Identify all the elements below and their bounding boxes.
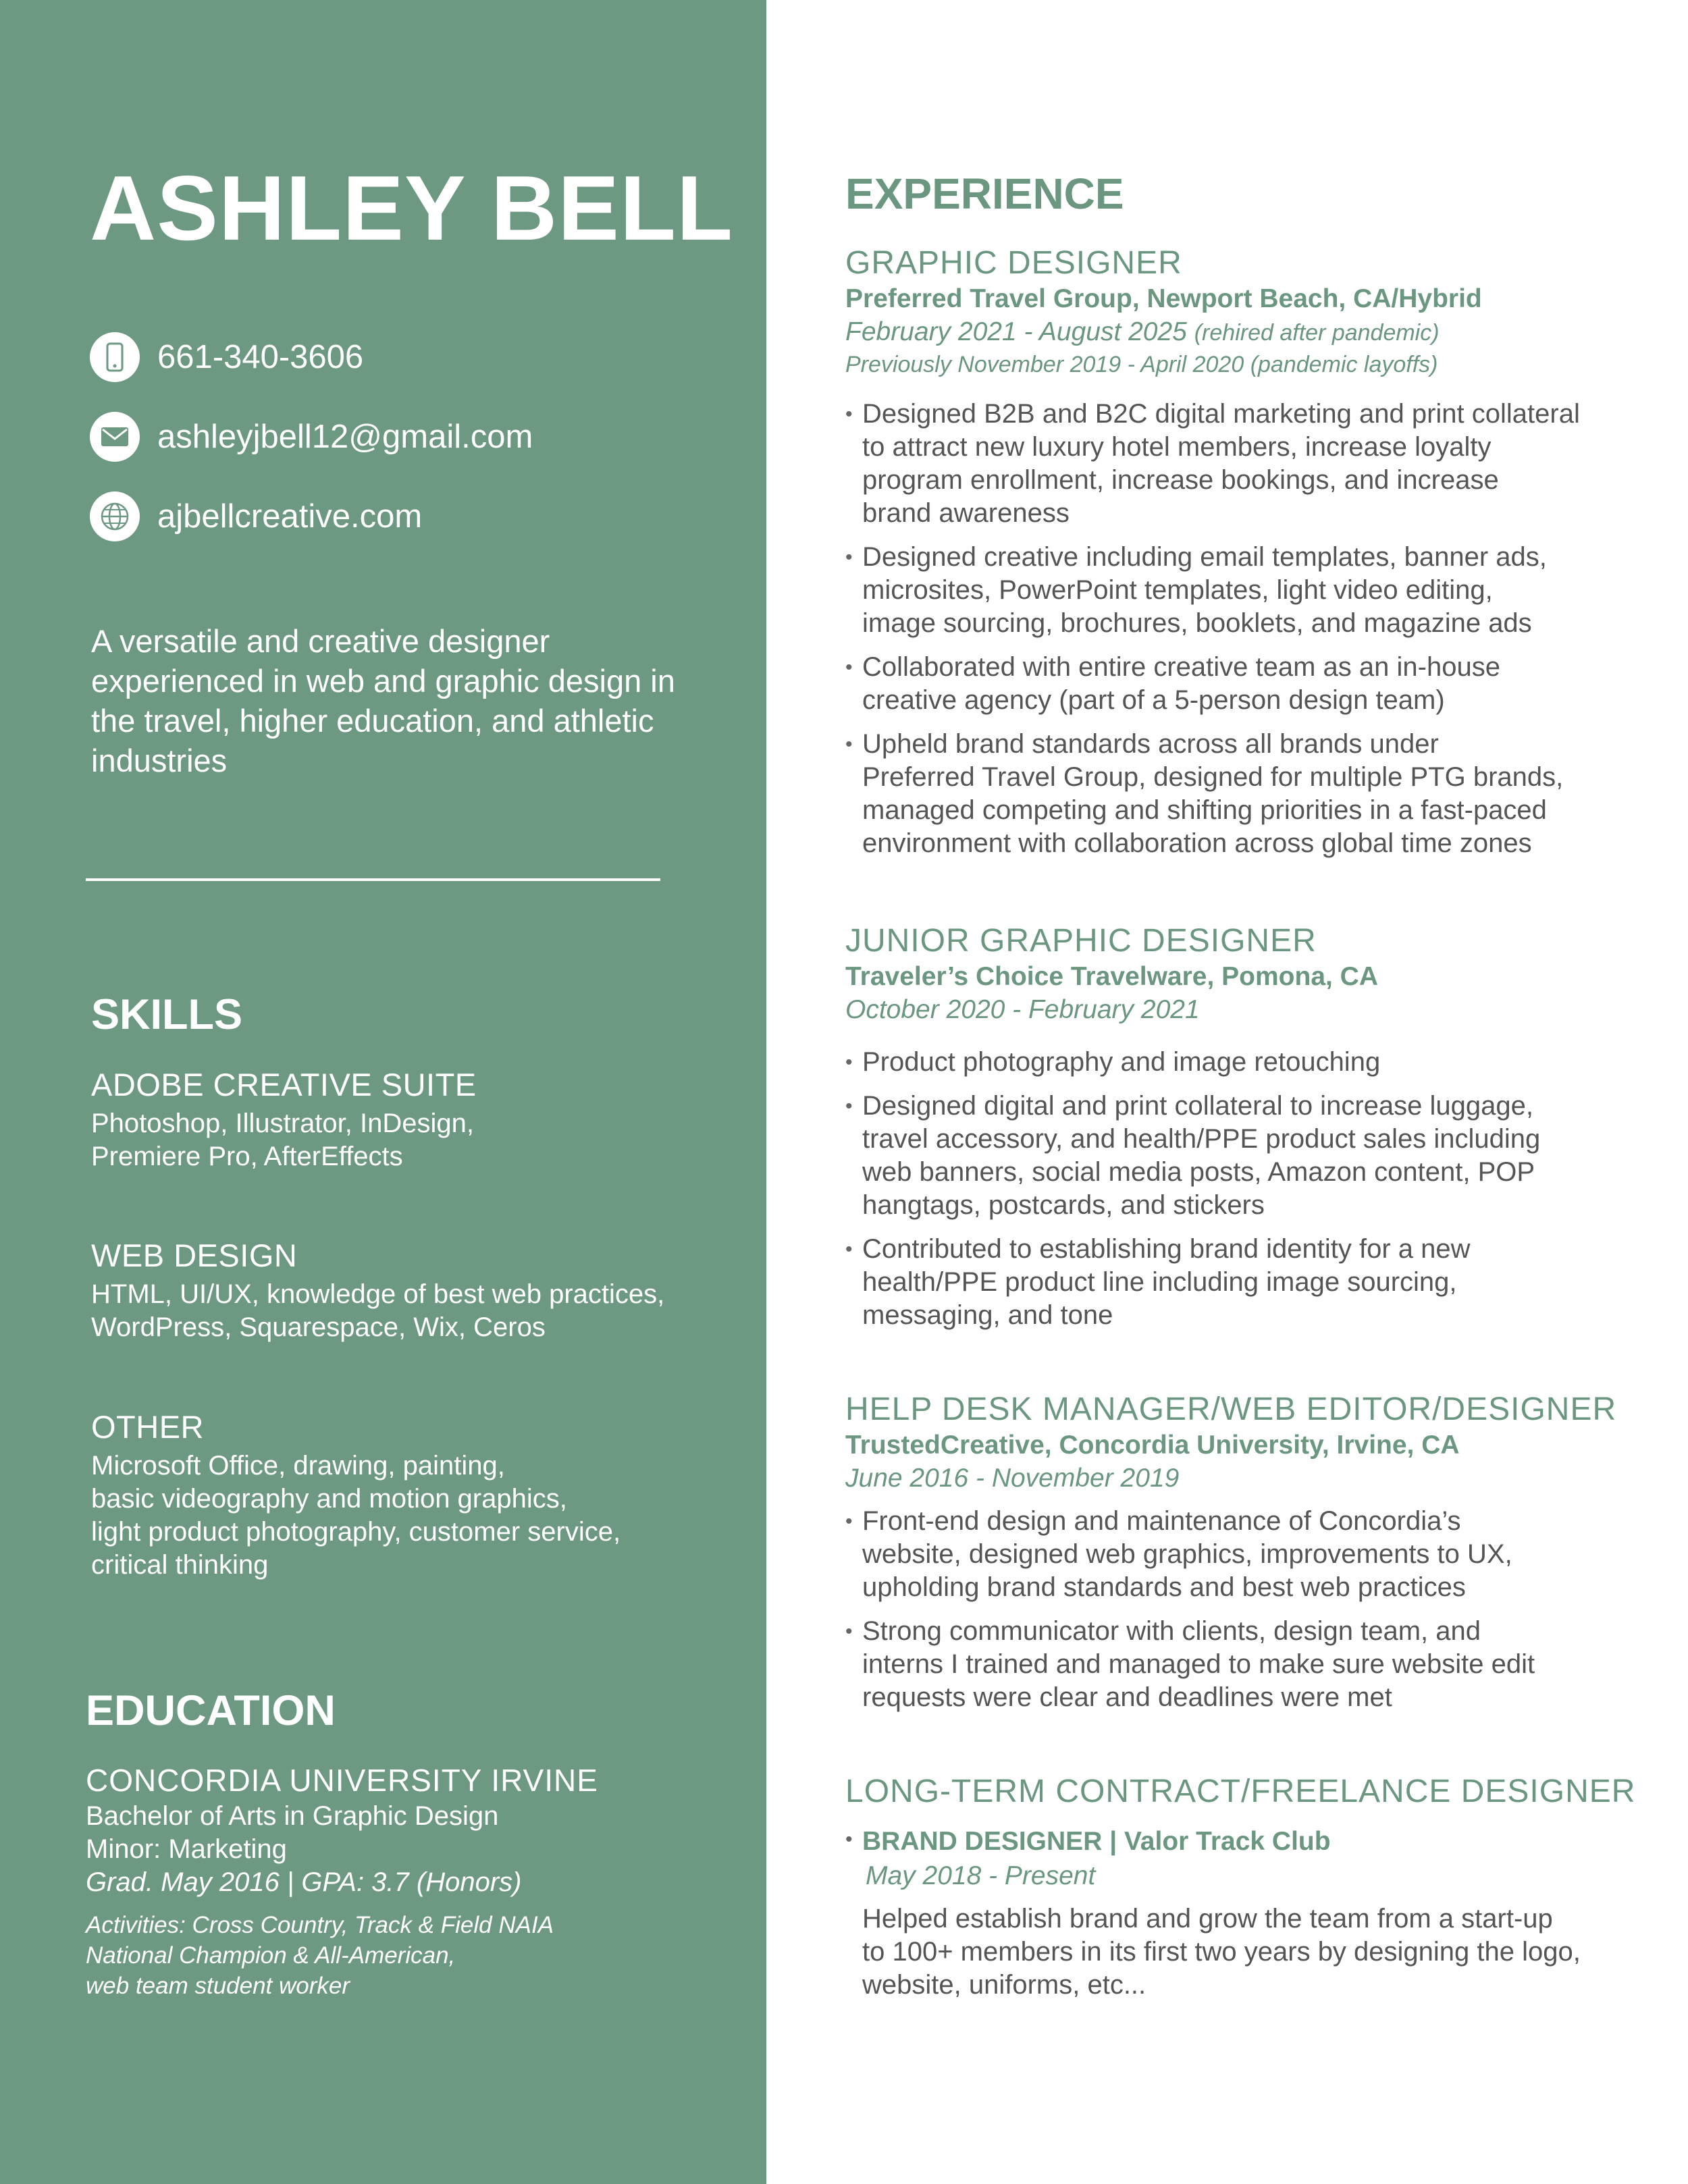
skill-group (91, 1411, 621, 1582)
phone-text: 661-340-3606 (157, 339, 364, 375)
education-activities-line: National Champion & All-American, (86, 1942, 456, 1969)
job-dates: May 2018 - Present (866, 1861, 1096, 1890)
list-item: • Front-end design and maintenance of Concordia’s website, designed web graphics, improvements to UX, upholding brand standards and best web practices (845, 1505, 1676, 1604)
education-degree: Bachelor of Arts in Graphic Design (86, 1801, 499, 1831)
education-school: CONCORDIA UNIVERSITY IRVINE (86, 1763, 598, 1798)
job-dates (845, 319, 1676, 345)
skill-group (91, 1069, 477, 1173)
main-content (766, 0, 1688, 2184)
skill-line: critical thinking (91, 1550, 269, 1580)
list-item: • Product photography and image retouching (845, 1046, 1676, 1079)
job-sub-title (845, 1828, 1683, 1855)
job-previous-dates: Previously November 2019 - April 2020 (pandemic layoffs) (845, 352, 1438, 377)
education-entry (86, 1765, 598, 2001)
list-item: • Contributed to establishing brand identity for a new health/PPE product line including image sourcing, messaging, and tone (845, 1233, 1676, 1332)
skill-line: basic videography and motion graphics, (91, 1484, 567, 1514)
job-entry (845, 247, 1676, 871)
job-entry (845, 1393, 1676, 1725)
website-text: ajbellcreative.com (157, 498, 423, 535)
list-item: • Strong communicator with clients, design team, and interns I trained and managed to make sure website edit requests were clear and deadlines were met (845, 1615, 1676, 1714)
skill-line: WordPress, Squarespace, Wix, Ceros (91, 1312, 546, 1342)
skill-group-title: OTHER (91, 1409, 204, 1445)
job-description: Helped establish brand and grow the team from a start-up to 100+ members in its first two years by designing the logo, website, uniforms, etc... (862, 1904, 1581, 2000)
email-text: ashleyjbell12@gmail.com (157, 419, 533, 455)
job-dates-range: February 2021 - August 2025 (845, 317, 1187, 346)
list-item: • Designed digital and print collateral to increase luggage, travel accessory, and health/PPE product sales including web banners, social media posts, Amazon content, POP hangtags, postcards, and stickers (845, 1090, 1676, 1222)
job-title: JUNIOR GRAPHIC DESIGNER (845, 923, 1317, 959)
skill-group (91, 1237, 665, 1344)
education-activities-line: Activities: Cross Country, Track & Field NAIA (86, 1912, 554, 1938)
sidebar (0, 0, 766, 2184)
skill-line: Premiere Pro, AfterEffects (91, 1142, 403, 1171)
job-bullets (845, 1505, 1676, 1714)
job-dates: October 2020 - February 2021 (845, 995, 1200, 1024)
phone-icon (90, 332, 140, 382)
education-activities-line: web team student worker (86, 1973, 350, 1999)
list-item: • Upheld brand standards across all brands under Preferred Travel Group, designed for multiple PTG brands, managed competing and shifting priorities in a fast-paced environment with collaboration across global time zones (845, 728, 1676, 860)
list-item: • Collaborated with entire creative team as an in-house creative agency (part of a 5-person design team) (845, 651, 1676, 717)
contact-website[interactable] (90, 491, 422, 541)
education-heading: EDUCATION (86, 1687, 336, 1734)
education-grad: Grad. May 2016 | GPA: 3.7 (Honors) (86, 1867, 522, 1897)
mail-icon (90, 412, 140, 462)
globe-icon (90, 491, 140, 541)
list-item: • Designed B2B and B2C digital marketing and print collateral to attract new luxury hotel members, increase loyalty program enrollment, increase bookings, and increase brand awareness (845, 398, 1676, 530)
job-company: Preferred Travel Group, Newport Beach, CA/Hybrid (845, 284, 1482, 313)
job-title: GRAPHIC DESIGNER (845, 245, 1182, 281)
job-company: TrustedCreative, Concordia University, Irvine, CA (845, 1431, 1460, 1460)
job-dates-note: (rehired after pandemic) (1194, 320, 1440, 346)
skills-heading: SKILLS (91, 991, 243, 1038)
skill-line: Microsoft Office, drawing, painting, (91, 1451, 505, 1481)
skill-group-title: WEB DESIGN (91, 1237, 298, 1273)
skill-group-title: ADOBE CREATIVE SUITE (91, 1067, 477, 1102)
job-bullets (845, 398, 1676, 860)
experience-heading: EXPERIENCE (845, 169, 1124, 218)
contact-phone[interactable] (90, 332, 363, 382)
bullet-dot: • (845, 1828, 853, 1850)
skill-line: Photoshop, Illustrator, InDesign, (91, 1109, 474, 1138)
job-company: Traveler’s Choice Travelware, Pomona, CA (845, 962, 1379, 991)
job-title: HELP DESK MANAGER/WEB EDITOR/DESIGNER (845, 1391, 1617, 1427)
skill-line: light product photography, customer service, (91, 1517, 621, 1547)
candidate-name: ASHLEY BELL (90, 157, 734, 259)
job-bullets (845, 1046, 1676, 1332)
summary: A versatile and creative designer experienced in web and graphic design in the travel, higher education, and athletic industries (91, 623, 675, 778)
education-minor: Minor: Marketing (86, 1834, 287, 1864)
contact-email[interactable] (90, 412, 533, 462)
list-item: • Designed creative including email templates, banner ads, microsites, PowerPoint templates, light video editing, image sourcing, brochures, booklets, and magazine ads (845, 541, 1676, 640)
job-entry (845, 925, 1676, 1343)
divider (86, 878, 660, 881)
job-title: LONG-TERM CONTRACT/FREELANCE DESIGNER (845, 1774, 1636, 1809)
job-dates: June 2016 - November 2019 (845, 1464, 1180, 1493)
job-sub-title-text: BRAND DESIGNER | Valor Track Club (862, 1827, 1331, 1856)
job-entry (845, 1776, 1683, 2002)
skill-line: HTML, UI/UX, knowledge of best web practices, (91, 1279, 665, 1309)
